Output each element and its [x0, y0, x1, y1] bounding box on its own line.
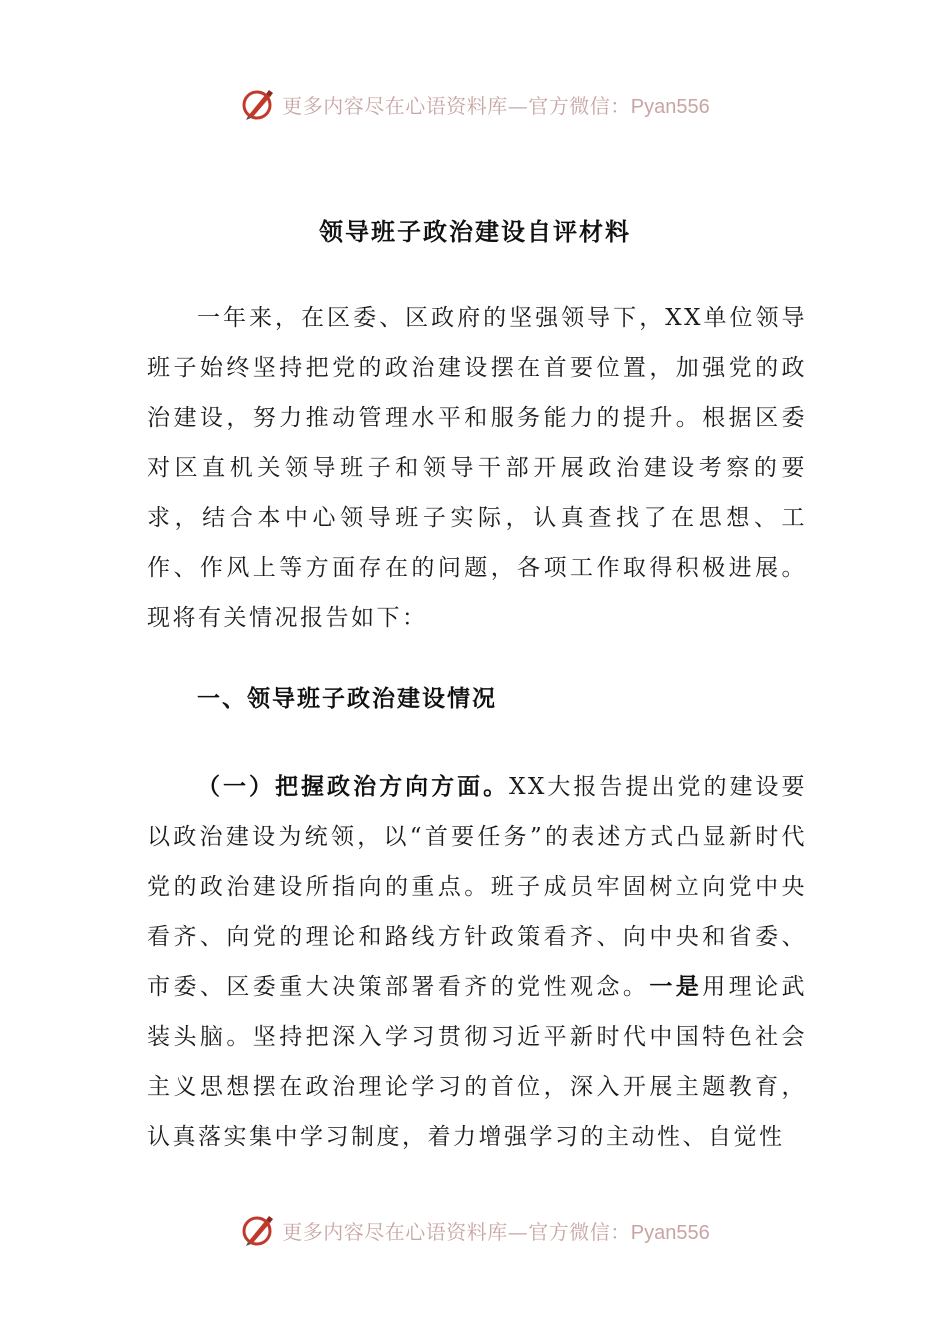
watermark-wechat-id: Pyan556 — [630, 95, 710, 118]
watermark-text — [282, 1216, 709, 1245]
subsection-text-b: 用理论武装头脑。坚持把深入学习贯彻习近平新时代中国特色社会主义思想摆在政治理论学习的首位，深入开展主题教育，认真落实集中学习制度，着力增强学习的主动性、自觉性 — [147, 974, 807, 1150]
watermark-label: 更多内容尽在心语资料库—官方微信： — [282, 1219, 631, 1244]
watermark-text — [282, 90, 709, 119]
subsection-paragraph-1 — [147, 762, 807, 1162]
pen-logo-icon — [240, 1212, 276, 1248]
section-heading-1: 一、领导班子政治建设情况 — [197, 685, 497, 712]
document-title: 领导班子政治建设自评材料 — [319, 217, 631, 246]
watermark-label: 更多内容尽在心语资料库—官方微信： — [282, 93, 631, 118]
watermark-banner-bottom — [0, 1208, 950, 1252]
watermark-banner-top — [0, 82, 950, 126]
watermark-wechat-id: Pyan556 — [630, 1221, 710, 1244]
point-label-1: 一是 — [649, 973, 703, 1000]
pen-logo-icon — [240, 86, 276, 122]
intro-paragraph: 一年来，在区委、区政府的坚强领导下，XX单位领导班子始终坚持把党的政治建设摆在首要位置，加强党的政治建设，努力推动管理水平和服务能力的提升。根据区委对区直机关领导班子和领导干部开展政治建设考察的要求，结合本中心领导班子实际，认真查找了在思想、工作、作风上等方面存在的问题，各项工作取得积极进展。现将有关情况报告如下： — [147, 305, 807, 631]
subsection-heading-1: （一）把握政治方向方面。 — [197, 773, 510, 800]
subsection-text-a: XX大报告提出党的建设要以政治建设为统领，以“首要任务”的表述方式凸显新时代党的政治建设所指向的重点。班子成员牢固树立向党中央看齐、向党的理论和路线方针政策看齐、向中央和省委、市委、区委重大决策部署看齐的党性观念。 — [147, 774, 808, 1000]
